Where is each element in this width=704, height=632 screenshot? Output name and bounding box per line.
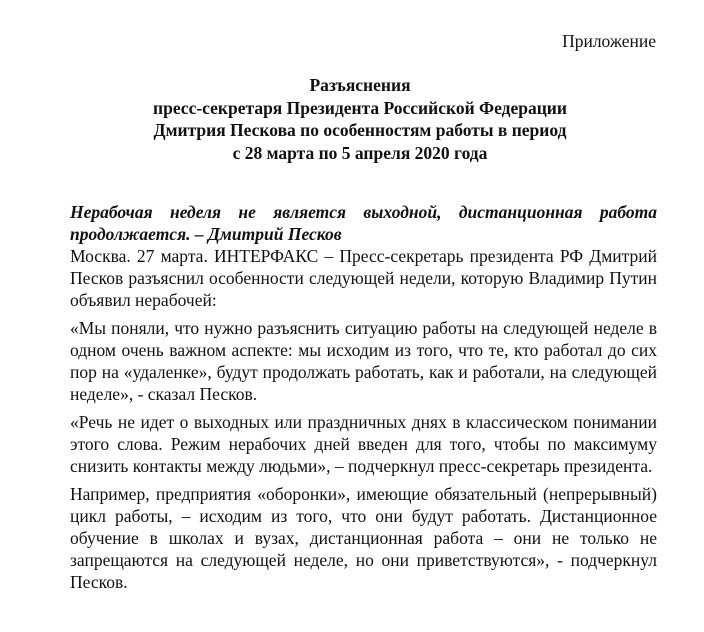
appendix-label: Приложение [562,31,656,51]
lead-headline: Нерабочая неделя не является выходной, дистанционная работа продолжается. – Дмитрий Песков [70,202,657,244]
title-line: пресс-секретаря Президента Российской Федерации [153,97,567,118]
document-title [60,74,660,164]
body-paragraph: «Мы поняли, что нужно разъяснить ситуацию работы на следующей неделе в одном очень важном аспекте: мы исходим из того, что те, кто работал до сих пор на «удаленке», будут продолжать работать, как и работали, на следующей неделе», - сказал Песков. [70,318,657,404]
body-paragraph: Москва. 27 марта. ИНТЕРФАКС – Пресс-секретарь президента РФ Дмитрий Песков разъяснил особенности следующей недели, которую Владимир Путин объявил нерабочей: [70,246,657,310]
title-line: Дмитрия Пескова по особенностям работы в период [153,120,567,140]
title-line: Разъяснения [309,75,411,95]
title-line: с 28 марта по 5 апреля 2020 года [232,142,488,163]
body-paragraph: Например, предприятия «оборонки», имеющие обязательный (непрерывный) цикл работы, – исходим из того, что они будут работать. Дистанционное обучение в школах и вузах, дистанционная работа – они не только не запрещаются на следующей неделе, но они приветствуются», - подчеркнул Песков. [70,484,657,592]
document-body [70,201,657,599]
body-paragraph: «Речь не идет о выходных или праздничных днях в классическом понимании этого слова. Режим нерабочих дней введен для того, чтобы по максимуму снизить контакты между людьми», – подчеркнул пресс-секретарь президента. [70,412,657,476]
